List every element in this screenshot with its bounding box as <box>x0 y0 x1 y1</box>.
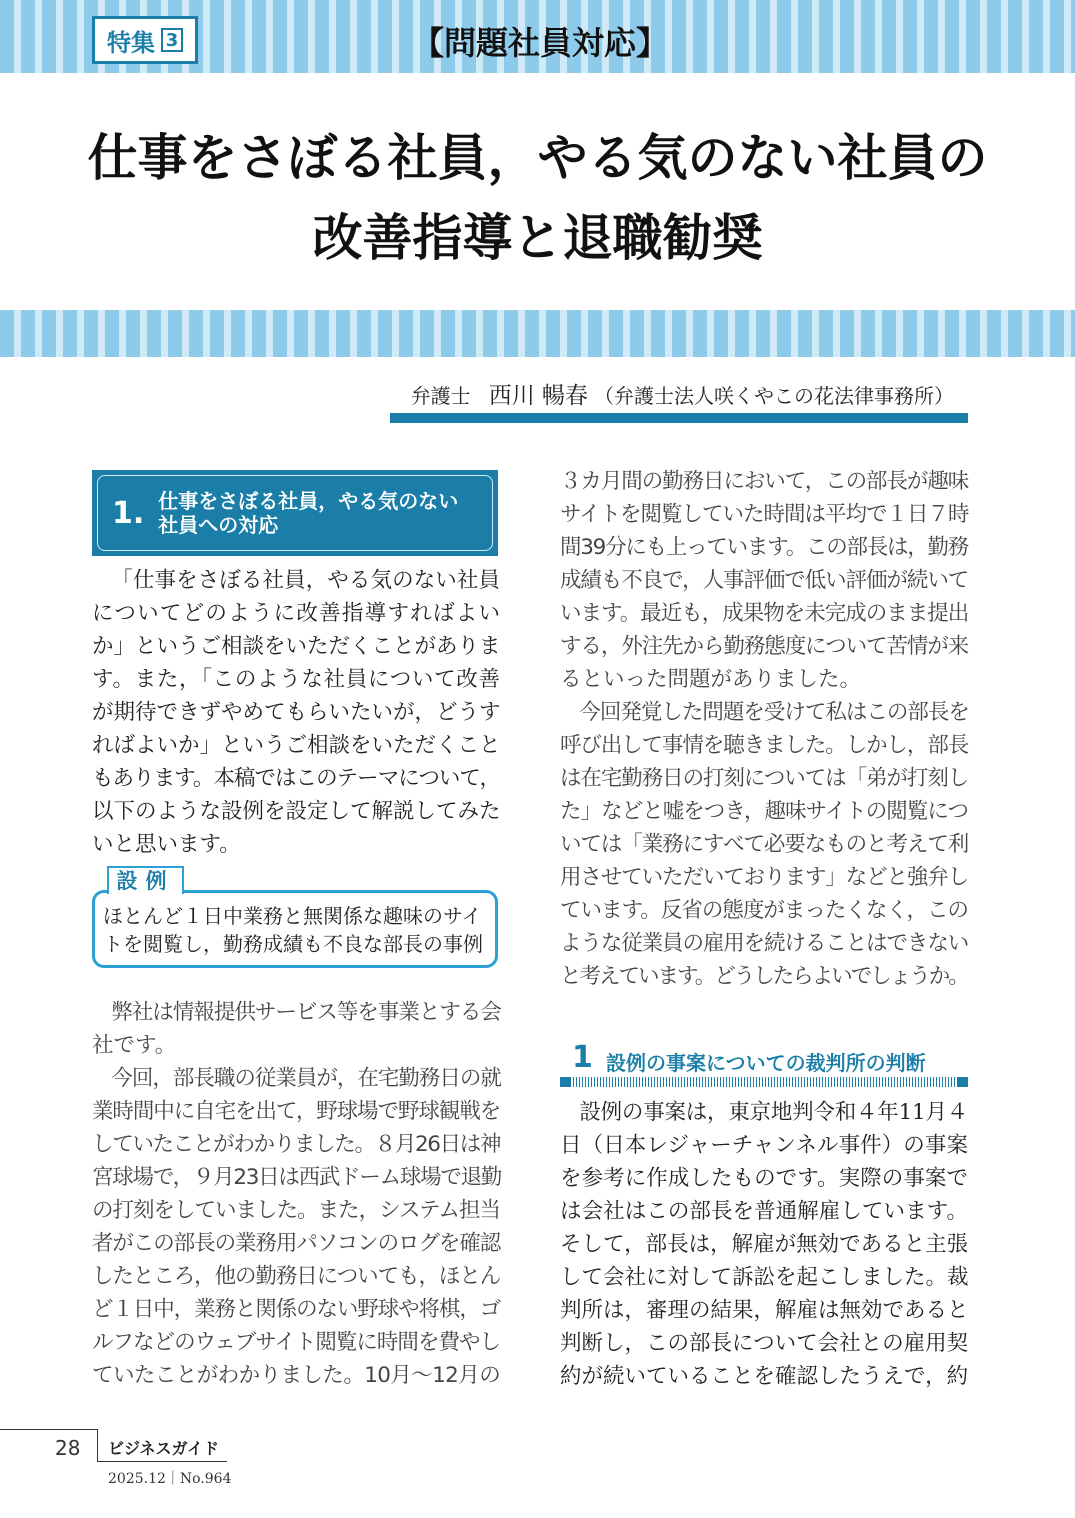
issue-info: 2025.12｜No.964 <box>108 1471 232 1487</box>
text-line: 業時間中に自宅を出て，野球場で野球観戦を <box>92 1099 500 1124</box>
author-underline-bar <box>390 413 968 423</box>
text-line: もあります。本稿ではこのテーマについて， <box>92 766 500 791</box>
author-affiliation: （弁護士法人咲くやこの花法律事務所） <box>594 384 954 408</box>
text-line: いては「業務にすべて必要なものと考えて利 <box>560 832 968 857</box>
text-line: と考えています。どうしたらよいでしょうか。 <box>560 964 968 989</box>
text-line: ような従業員の雇用を続けることはできない <box>560 931 968 956</box>
subsection-title: 設例の事案についての裁判所の判断 <box>606 1051 926 1075</box>
text-line: 「仕事をさぼる社員，やる気のない社員 <box>111 568 500 593</box>
example-line-2: トを閲覧し，勤務成績も不良な部長の事例 <box>103 932 483 956</box>
author-name: 西川 暢春 <box>488 383 588 409</box>
text-line: サイトを閲覧していた時間は平均で１日７時 <box>560 502 969 527</box>
case-paragraph-1 <box>92 996 500 1062</box>
case-paragraph-3 <box>560 696 968 993</box>
text-line: そして，部長は，解雇が無効であると主張 <box>560 1232 969 1257</box>
text-line: います。最近も，成果物を未完成のまま提出 <box>560 601 969 626</box>
title-stripe-band <box>0 310 1075 357</box>
court-paragraph <box>560 1096 968 1393</box>
text-line: 今回発覚した問題を受けて私はこの部長を <box>579 700 969 725</box>
subsection-number: 1 <box>572 1040 593 1075</box>
text-line: 約が続いていることを確認したうえで，約 <box>560 1364 969 1389</box>
text-line: ルフなどのウェブサイト閲覧に時間を費やし <box>92 1330 500 1355</box>
intro-paragraph <box>92 564 500 861</box>
footer-underline <box>97 1461 227 1462</box>
text-line: 用させていただいております」などと強弁し <box>560 865 968 890</box>
text-line: 設例の事案は，東京地判令和４年11月４ <box>579 1100 968 1125</box>
page-number: 28 <box>55 1436 81 1460</box>
text-line: た」などと嘘をつき，趣味サイトの閲覧につ <box>560 799 968 824</box>
subsection-heading <box>560 1040 968 1090</box>
text-line: ど１日中，業務と関係のない野球や将棋，ゴ <box>92 1297 500 1322</box>
text-line: す。また，「このような社員について改善 <box>92 667 500 692</box>
section-title-line-2: 社員への対応 <box>158 513 279 537</box>
article-title <box>40 118 1035 278</box>
text-line: ３カ月間の勤務日において，この部長が趣味 <box>560 469 968 494</box>
text-line: して会社に対して訴訟を起こしました。裁 <box>560 1265 969 1290</box>
magazine-logo: ビジネスガイド <box>108 1439 220 1458</box>
category-heading: 【問題社員対応】 <box>411 24 668 62</box>
text-line: 以下のような設例を設定して解説してみた <box>92 799 501 824</box>
section-title <box>158 489 458 537</box>
text-line: していたことがわかりました。８月26日は神 <box>92 1132 500 1157</box>
text-line: 者がこの部長の業務用パソコンのログを確認 <box>92 1231 500 1256</box>
text-line: 宮球場で，９月23日は西武ドーム球場で退勤 <box>92 1165 502 1190</box>
text-line: についてどのように改善指導すればよい <box>92 601 500 626</box>
author-role: 弁護士 <box>410 384 471 408</box>
text-line: 判断し，この部長について会社との雇用契 <box>560 1331 969 1356</box>
feature-label: 特集 <box>107 28 155 57</box>
example-box <box>92 890 498 968</box>
text-line: いと思います。 <box>92 832 241 857</box>
title-line-1: 仕事をさぼる社員，やる気のない社員の <box>87 129 988 187</box>
text-line: 弊社は情報提供サービス等を事業とする会 <box>111 1000 501 1025</box>
text-line: を参考に作成したものです。実際の事案で <box>560 1166 968 1191</box>
section-title-line-1: 仕事をさぼる社員，やる気のない <box>158 489 459 513</box>
text-line: 日（日本レジャーチャンネル事件）の事案 <box>560 1133 968 1158</box>
section-heading-box <box>92 470 498 556</box>
text-line: ていたことがわかりました。10月～12月の <box>92 1363 500 1388</box>
text-line: が期待できずやめてもらいたいが，どうす <box>92 700 501 725</box>
text-line: 社です。 <box>92 1033 177 1058</box>
text-line: する，外注先から勤務態度について苦情が来 <box>560 634 968 659</box>
text-line: 今回，部長職の従業員が，在宅勤務日の就 <box>111 1066 501 1091</box>
text-line: ています。反省の態度がまったくなく，この <box>560 898 968 923</box>
footer-divider <box>97 1429 98 1462</box>
case-paragraph-2 <box>92 1062 500 1392</box>
subsection-rule <box>560 1077 968 1087</box>
case-paragraph-2-continued <box>560 465 968 696</box>
text-line: ればよいか」というご相談をいただくこと <box>92 733 501 758</box>
feature-badge <box>92 16 198 64</box>
text-line: るといった問題がありました。 <box>560 667 862 692</box>
text-line: 呼び出して事情を聴きました。しかし，部長 <box>560 733 968 758</box>
text-line: か」というご相談をいただくことがありま <box>92 634 501 659</box>
text-line: 判所は，審理の結果，解雇は無効であると <box>560 1298 969 1323</box>
feature-number: 3 <box>161 28 183 52</box>
footer-rule <box>0 1429 97 1430</box>
text-line: したところ，他の勤務日についても，ほとん <box>92 1264 500 1289</box>
text-line: 成績も不良で，人事評価で低い評価が続いて <box>560 568 968 593</box>
title-line-2: 改善指導と退職勧奨 <box>312 209 763 267</box>
author-byline <box>360 382 968 410</box>
section-number: 1. <box>112 495 145 531</box>
text-line: は在宅勤務日の打刻については「弟が打刻し <box>560 766 968 791</box>
text-line: は会社はこの部長を普通解雇しています。 <box>560 1199 968 1224</box>
text-line: の打刻をしていました。また，システム担当 <box>92 1198 500 1223</box>
text-line: 間39分にも上っています。この部長は，勤務 <box>560 535 968 560</box>
example-tag: 設例 <box>107 866 184 894</box>
example-line-1: ほとんど１日中業務と無関係な趣味のサイ <box>103 904 482 928</box>
